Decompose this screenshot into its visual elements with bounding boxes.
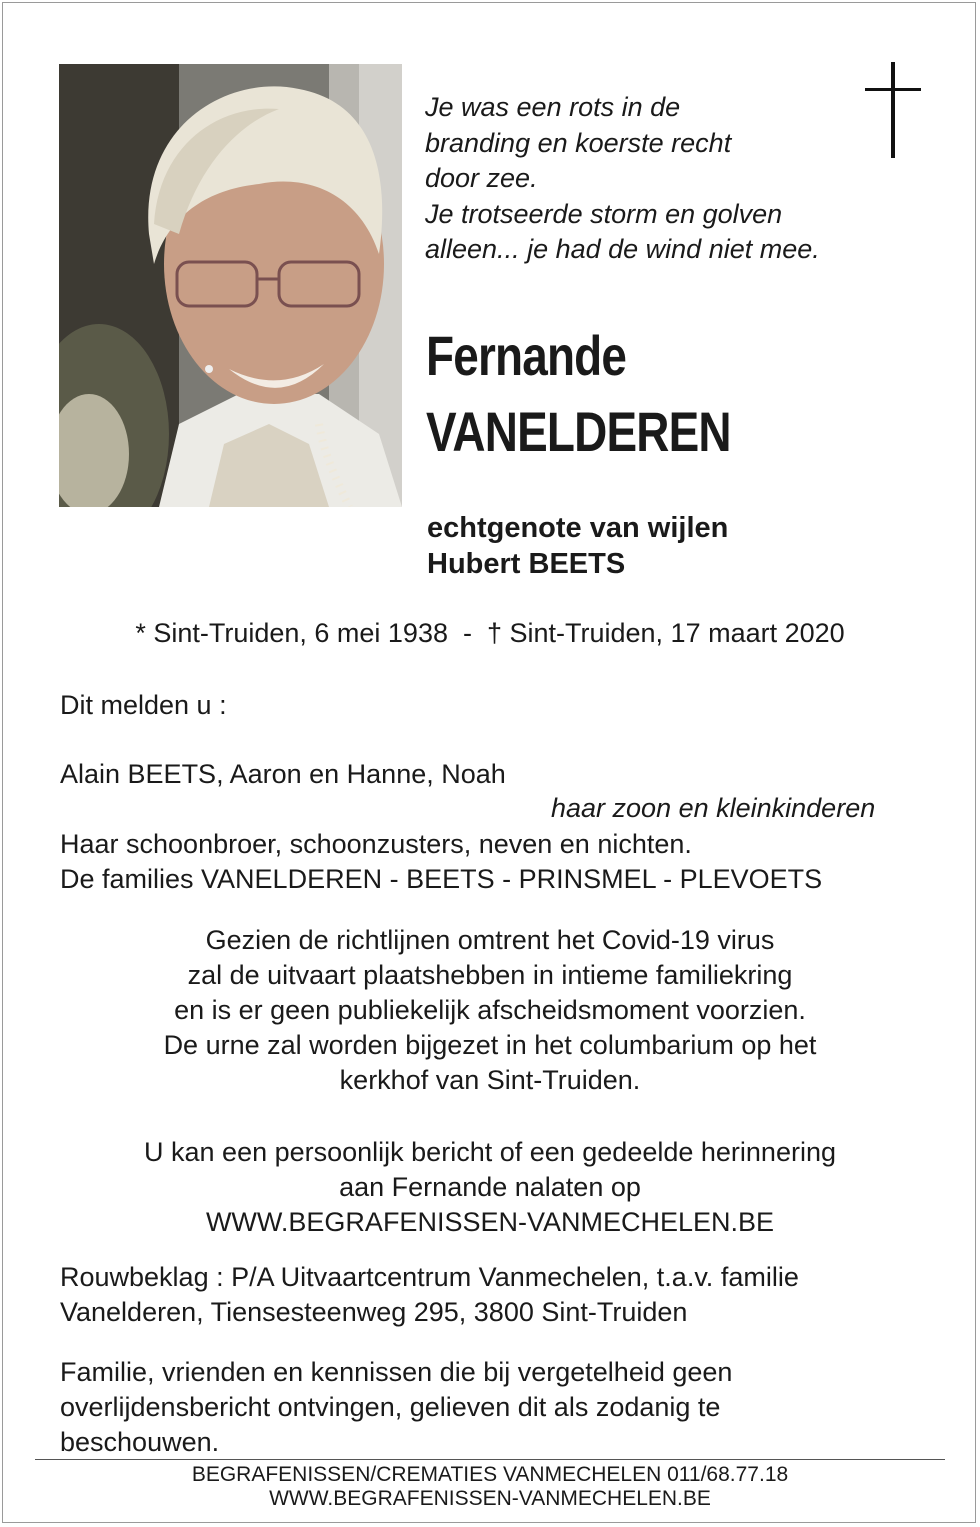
poem: [425, 90, 865, 268]
poem-line: Je trotseerde storm en golven: [425, 198, 783, 229]
notice-line: kerkhof van Sint-Truiden.: [339, 1065, 641, 1095]
portrait-photo: [59, 64, 402, 507]
notice-line: De urne zal worden bijgezet in het columbarium op het: [163, 1030, 817, 1060]
announcement-intro: Dit melden u :: [60, 690, 227, 720]
footer-website[interactable]: WWW.BEGRAFENISSEN-VANMECHELEN.BE: [269, 1487, 711, 1510]
website-link[interactable]: WWW.BEGRAFENISSEN-VANMECHELEN.BE: [205, 1207, 775, 1237]
last-name: VANELDEREN: [426, 400, 731, 463]
family-line-1: Alain BEETS, Aaron en Hanne, Noah: [60, 759, 506, 789]
family-relation: haar zoon en kleinkinderen: [551, 793, 876, 823]
message-line: aan Fernande nalaten op: [339, 1172, 641, 1202]
message-line: U kan een persoonlijk bericht of een gedeelde herinnering: [144, 1137, 836, 1167]
condolences-line-1: Rouwbeklag : P/A Uitvaartcentrum Vanmechelen, t.a.v. familie: [60, 1262, 799, 1292]
notice-line: en is er geen publiekelijk afscheidsmoment voorzien.: [174, 995, 806, 1025]
footer: [0, 1463, 980, 1511]
family-line-2: Haar schoonbroer, schoonzusters, neven en nichten.: [60, 829, 692, 859]
birth-death-dates: * Sint-Truiden, 6 mei 1938 - † Sint-Truiden, 17 maart 2020: [135, 618, 845, 648]
poem-line: alleen... je had de wind niet mee.: [425, 234, 820, 264]
covid-notice: [0, 923, 980, 1098]
poem-line: Je was een rots in de: [425, 92, 681, 122]
spouse-line-1: echtgenote van wijlen: [427, 512, 729, 544]
footer-company: BEGRAFENISSEN/CREMATIES VANMECHELEN 011/68.77.18: [191, 1463, 789, 1486]
spouse-info: [427, 510, 728, 582]
spouse-line-2: Hubert BEETS: [427, 548, 626, 580]
notice-line: zal de uitvaart plaatshebben in intieme familiekring: [187, 960, 793, 990]
family-line-3: De families VANELDEREN - BEETS - PRINSMEL - PLEVOETS: [60, 864, 823, 894]
cross-icon: [865, 62, 921, 160]
first-name: Fernande: [426, 324, 627, 387]
poem-line: branding en koerste recht: [425, 127, 732, 158]
closing-line-2: overlijdensbericht ontvingen, gelieven dit als zodanig te: [60, 1392, 721, 1422]
poem-line: door zee.: [425, 163, 538, 193]
closing-line-3: beschouwen.: [60, 1427, 220, 1457]
footer-divider: [35, 1459, 945, 1460]
notice-line: Gezien de richtlijnen omtrent het Covid-19 virus: [205, 925, 775, 955]
closing-line-1: Familie, vrienden en kennissen die bij vergetelheid geen: [60, 1357, 733, 1387]
condolences-line-2: Vanelderen, Tiensesteenweg 295, 3800 Sint-Truiden: [60, 1297, 688, 1327]
deceased-name: [426, 318, 731, 470]
online-message: [0, 1135, 980, 1240]
